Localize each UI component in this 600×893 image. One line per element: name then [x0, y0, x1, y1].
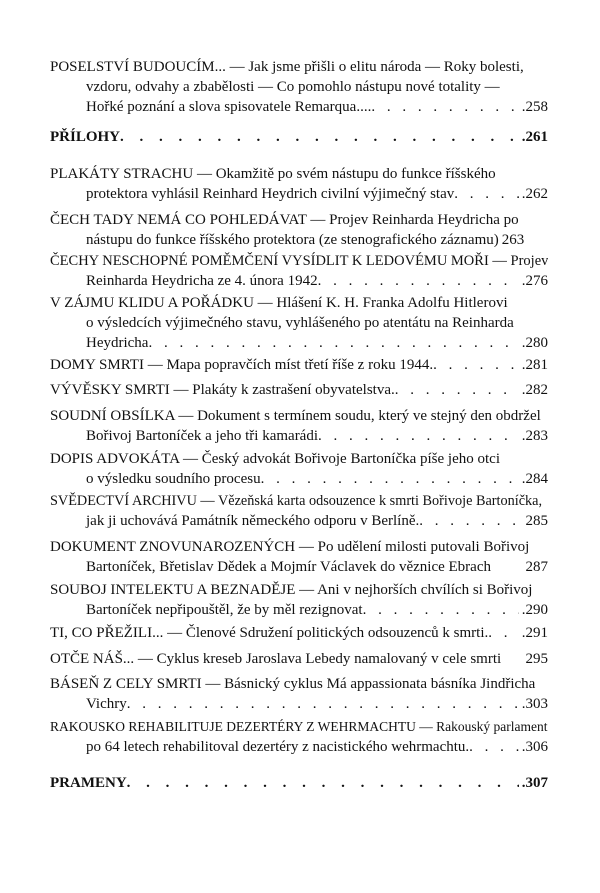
- toc-entry-text: SVĚDECTVÍ ARCHIVU — Vězeňská karta odsouzence k smrti Bořivoje Bartoníčka,: [50, 493, 543, 509]
- toc-entry-line: [50, 694, 548, 714]
- toc-entry-dopis-advokata: [50, 449, 548, 489]
- dot-leader: [120, 127, 519, 147]
- toc-entry-text: nástupu do funkce říšského protektora (ze stenografického záznamu): [86, 232, 499, 248]
- toc-entry-line: [50, 97, 548, 117]
- toc-entry-text: RAKOUSKO REHABILITUJE DEZERTÉRY Z WEHRMACHTU — Rakouský parlament: [50, 719, 548, 734]
- toc-entry-line: [50, 426, 548, 446]
- toc-entry-text: Bartoníček nepřipouštěl, že by měl rezignovat: [86, 602, 363, 618]
- toc-entry-text: o výsledcích výjimečného stavu, vyhlášeného po atentátu na Reinharda: [86, 315, 514, 331]
- toc-entry-text: SOUDNÍ OBSÍLKA — Dokument s termínem soudu, který ve stejný den obdržel: [50, 408, 541, 424]
- toc-entry-text: DOKUMENT ZNOVUNAROZENÝCH — Po udělení milosti putovali Bořivoj: [50, 539, 530, 555]
- toc-page-number: .262: [521, 186, 548, 202]
- toc-entry-line: [50, 251, 548, 271]
- dot-leader: [454, 184, 519, 204]
- toc-entry-line: [50, 271, 548, 291]
- toc-entry-line: [50, 77, 548, 97]
- toc-page-number: .280: [521, 335, 548, 351]
- toc-entry-line: [50, 717, 548, 737]
- toc-entry-v-zajmu-klidu: [50, 293, 548, 353]
- toc-entry-text: POSELSTVÍ BUDOUCÍM... — Jak jsme přišli o elitu národa — Roky bolesti,: [50, 59, 524, 75]
- toc-entry-cechy-neschopne: [50, 251, 548, 291]
- dot-leader: [371, 97, 518, 117]
- toc-entry-basen-z-cely-smrti: [50, 674, 548, 714]
- toc-entry-line: [50, 580, 548, 600]
- dot-leader: [433, 355, 519, 375]
- toc-entry-text: DOPIS ADVOKÁTA — Český advokát Bořivoje Bartoníčka píše jeho otci: [50, 451, 500, 467]
- toc-entry-line: [50, 511, 548, 531]
- toc-entry-line: [50, 623, 548, 643]
- toc-entry-line: [50, 600, 548, 620]
- dot-leader: [148, 333, 518, 353]
- toc-section-title: PŘÍLOHY: [50, 129, 121, 145]
- toc-entry-domy-smrti: [50, 355, 548, 375]
- toc-entry-text: ČECH TADY NEMÁ CO POHLEDÁVAT — Projev Reinharda Heydricha po: [50, 212, 519, 228]
- toc-entry-line: [50, 164, 548, 184]
- toc-entry-text: ČECHY NESCHOPNÉ POMĚMČENÍ VYSÍDLIT K LEDOVÉMU MOŘI — Projev: [50, 253, 548, 269]
- toc-entry-plakaty-strachu: [50, 164, 548, 204]
- toc-entry-text: Vichry: [86, 696, 127, 712]
- toc-entry-line: [50, 449, 548, 469]
- toc-page-number: 263: [501, 232, 525, 248]
- toc-entry-text: Bořivoj Bartoníček a jeho tři kamarádi: [86, 428, 319, 444]
- toc-entry-text: TI, CO PŘEŽILI... — Členové Sdružení politických odsouzenců k smrti.: [50, 625, 489, 641]
- toc-page-number: .290: [521, 602, 548, 618]
- toc-section-prilohy: [50, 127, 548, 147]
- toc-entry-text: o výsledku soudního procesu: [86, 471, 261, 487]
- toc-page-number: 287: [525, 559, 548, 575]
- dot-leader: [419, 511, 522, 531]
- toc-page-number: .291: [521, 625, 548, 641]
- toc-entry-line: [50, 313, 548, 333]
- toc-page-number: .284: [521, 471, 548, 487]
- dot-leader: [127, 694, 519, 714]
- dot-leader: [488, 623, 518, 643]
- toc-entry-text: BÁSEŇ Z CELY SMRTI — Básnický cyklus Má appassionata básníka Jindřicha: [50, 676, 536, 692]
- toc-entry-text: Hořké poznání a slova spisovatele Remarqua....: [86, 99, 372, 115]
- toc-entry-text: DOMY SMRTI — Mapa popravčích míst třetí říše z roku 1944.: [50, 357, 434, 373]
- toc-entry-text: po 64 letech rehabilitoval dezertéry z nacistického wehrmachtu.: [86, 739, 470, 755]
- toc-entry-soudni-obsilka: [50, 406, 548, 446]
- toc-entry-line: [50, 127, 548, 147]
- toc-page-number: .306: [521, 739, 548, 755]
- toc-entry-text: jak ji uchovává Památník německého odporu v Berlíně.: [86, 513, 420, 529]
- toc-entry-line: [50, 737, 548, 757]
- dot-leader: [318, 426, 519, 446]
- dot-leader: [261, 469, 519, 489]
- toc-page-number: 295: [525, 651, 548, 667]
- toc-entry-line: [50, 491, 548, 511]
- toc-entry-text: protektora vyhlásil Reinhard Heydrich civilní výjimečný stav: [86, 186, 455, 202]
- toc-page-number: .307: [521, 775, 548, 791]
- toc-entry-line: [50, 355, 548, 375]
- toc-entry-text: VÝVĚSKY SMRTI — Plakáty k zastrašení obyvatelstva.: [50, 382, 395, 398]
- toc-entry-text: OTČE NÁŠ... — Cyklus kreseb Jaroslava Lebedy namalovaný v cele smrti: [50, 651, 502, 667]
- toc-entry-line: [50, 333, 548, 353]
- toc-entry-line: [50, 293, 548, 313]
- toc-entry-line: [50, 380, 548, 400]
- dot-leader: [318, 271, 519, 291]
- toc-entry-dokument-znovunarozenych: [50, 537, 548, 577]
- toc-entry-line: [50, 210, 548, 230]
- dot-leader: [469, 737, 519, 757]
- toc-entry-line: [50, 230, 548, 250]
- toc-entry-poselstvi-budoucim: [50, 57, 548, 117]
- toc-entry-svedectvi-archivu: [50, 491, 548, 531]
- toc-entry-line: [50, 674, 548, 694]
- toc-entry-line: [50, 649, 548, 669]
- toc-entry-text: vzdoru, odvahy a zbabělosti — Co pomohlo nástupu nové totality —: [86, 79, 500, 95]
- toc-entry-line: [50, 469, 548, 489]
- dot-leader: [395, 380, 519, 400]
- toc-entry-text: V ZÁJMU KLIDU A POŘÁDKU — Hlášení K. H. Franka Adolfu Hitlerovi: [50, 295, 508, 311]
- toc-page-number: .303: [521, 696, 548, 712]
- toc-entry-line: [50, 537, 548, 557]
- dot-leader: [363, 600, 519, 620]
- toc-entry-text: Heydricha: [86, 335, 149, 351]
- toc-entry-line: [50, 773, 548, 793]
- toc-page-number: .281: [521, 357, 548, 373]
- toc-entry-text: Bartoníček, Břetislav Dědek a Mojmír Václavek do věznice Ebrach: [86, 559, 491, 575]
- toc-entry-otce-nas: [50, 649, 548, 669]
- toc-page-number: .258: [521, 99, 548, 115]
- toc-entry-line: [50, 184, 548, 204]
- toc-page-number: .276: [521, 273, 548, 289]
- toc-page-number: 285: [525, 513, 548, 529]
- toc-section-prameny: [50, 773, 548, 793]
- toc-entry-text: PLAKÁTY STRACHU — Okamžitě po svém nástupu do funkce říšského: [50, 166, 496, 182]
- toc-entry-line: [50, 57, 548, 77]
- toc-entry-text: SOUBOJ INTELEKTU A BEZNADĚJE — Ani v nejhorších chvílích si Bořivoj: [50, 582, 533, 598]
- toc-entry-cech-tady-nema: [50, 210, 548, 250]
- toc-section-title: PRAMENY: [50, 775, 127, 791]
- toc-page-number: .283: [521, 428, 548, 444]
- toc-entry-vyvesky-smrti: [50, 380, 548, 400]
- toc-entry-text: Reinharda Heydricha ze 4. února 1942: [86, 273, 318, 289]
- toc-entry-ti-co-prezili: [50, 623, 548, 643]
- toc-entry-souboj-intelektu: [50, 580, 548, 620]
- toc-entry-line: [50, 557, 548, 577]
- toc-page-number: .261: [521, 129, 548, 145]
- toc-entry-rakousko-rehabilituje: [50, 717, 548, 757]
- toc-entry-line: [50, 406, 548, 426]
- toc-page-number: .282: [521, 382, 548, 398]
- dot-leader: [127, 773, 519, 793]
